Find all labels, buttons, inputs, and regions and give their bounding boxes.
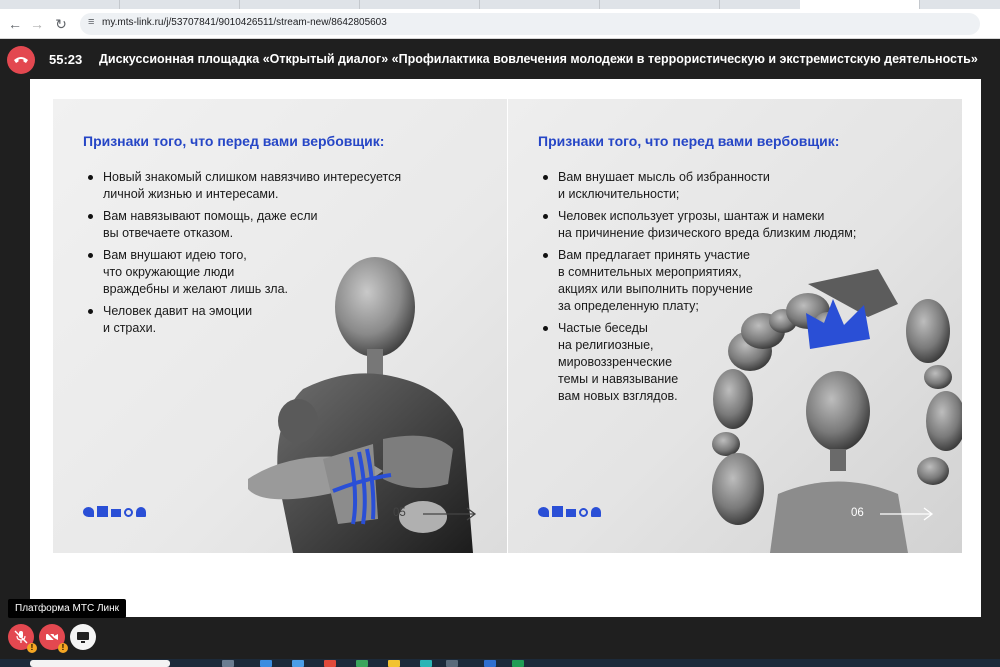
browser-tab-active[interactable] [800,0,920,9]
browser-tab[interactable] [600,0,720,9]
browser-tab-strip [0,0,1000,9]
screen-share-icon [76,630,90,644]
taskbar-app-icon[interactable] [292,660,304,667]
slide-05 [53,99,507,553]
list-item: Вам внушают идею того, что окружающие люди враждебны и желают лишь зла. [87,247,467,298]
brand-logo [538,505,601,517]
taskbar-app-icon[interactable] [260,660,272,667]
camera-off-icon [45,630,59,644]
back-icon[interactable]: ← [8,16,22,32]
reload-icon[interactable]: ↻ [55,16,67,32]
forward-icon[interactable]: → [30,16,44,32]
address-bar[interactable] [80,13,980,35]
taskbar-app-icon[interactable] [484,660,496,667]
browser-tab[interactable] [480,0,600,9]
taskbar-app-icon[interactable] [222,660,234,667]
mic-off-icon [14,630,28,644]
taskbar-app-icon[interactable] [388,660,400,667]
elapsed-timer: 55:23 [49,52,83,67]
taskbar-app-icon[interactable] [324,660,336,667]
arrow-right-icon [421,504,479,524]
url-text[interactable]: my.mts-link.ru/j/53707841/9010426511/stream-new/8642805603 [102,17,387,28]
warning-icon: ! [58,643,68,653]
list-item: Человек давит на эмоции и страхи. [87,303,467,337]
hangup-button[interactable] [7,46,35,74]
list-item: Вам предлагает принять участие в сомнительных мероприятиях, акциях или выполнить поручение за определенную плату; [542,247,922,315]
slide-heading: Признаки того, что перед вами вербовщик: [83,133,385,149]
mic-toggle-button[interactable] [8,624,34,650]
phone-hangup-icon [13,54,29,66]
browser-tab[interactable] [0,0,120,9]
taskbar-search[interactable] [30,660,170,667]
page-number: 05 [393,507,406,519]
taskbar-app-icon[interactable] [420,660,432,667]
presentation-stage [30,79,981,617]
slide-bullet-list [542,169,922,410]
browser-tab[interactable] [240,0,360,9]
taskbar-app-icon[interactable] [446,660,458,667]
site-info-icon[interactable]: ≡ [88,16,95,28]
list-item: Частые беседы на религиозные, мировоззренческие темы и навязывание вам новых взглядов. [542,320,922,405]
warning-icon: ! [27,643,37,653]
browser-tab[interactable] [120,0,240,9]
platform-tooltip: Платформа МТС Линк [8,599,126,618]
os-taskbar [0,659,1000,667]
slide-06 [508,99,962,553]
page-number: 06 [851,507,864,519]
list-item: Вам навязывают помощь, даже если вы отвечаете отказом. [87,208,467,242]
list-item: Вам внушает мысль об избранности и исключительности; [542,169,922,203]
slide-bullet-list [87,169,467,342]
taskbar-app-icon[interactable] [356,660,368,667]
slide-heading: Признаки того, что перед вами вербовщик: [538,133,840,149]
event-title: Дискуссионная площадка «Открытый диалог» «Профилактика вовлечения молодежи в террористическую и экстремистскую деятельность» [99,52,978,66]
list-item: Новый знакомый слишком навязчиво интересуется личной жизнью и интересами. [87,169,467,203]
brand-logo [83,505,146,517]
taskbar-app-icon[interactable] [512,660,524,667]
screen-share-button[interactable] [70,624,96,650]
camera-toggle-button[interactable] [39,624,65,650]
browser-toolbar [0,9,1000,39]
browser-tab[interactable] [360,0,480,9]
list-item: Человек использует угрозы, шантаж и намеки на причинение физического вреда близким людям; [542,208,922,242]
arrow-right-icon [878,504,936,524]
